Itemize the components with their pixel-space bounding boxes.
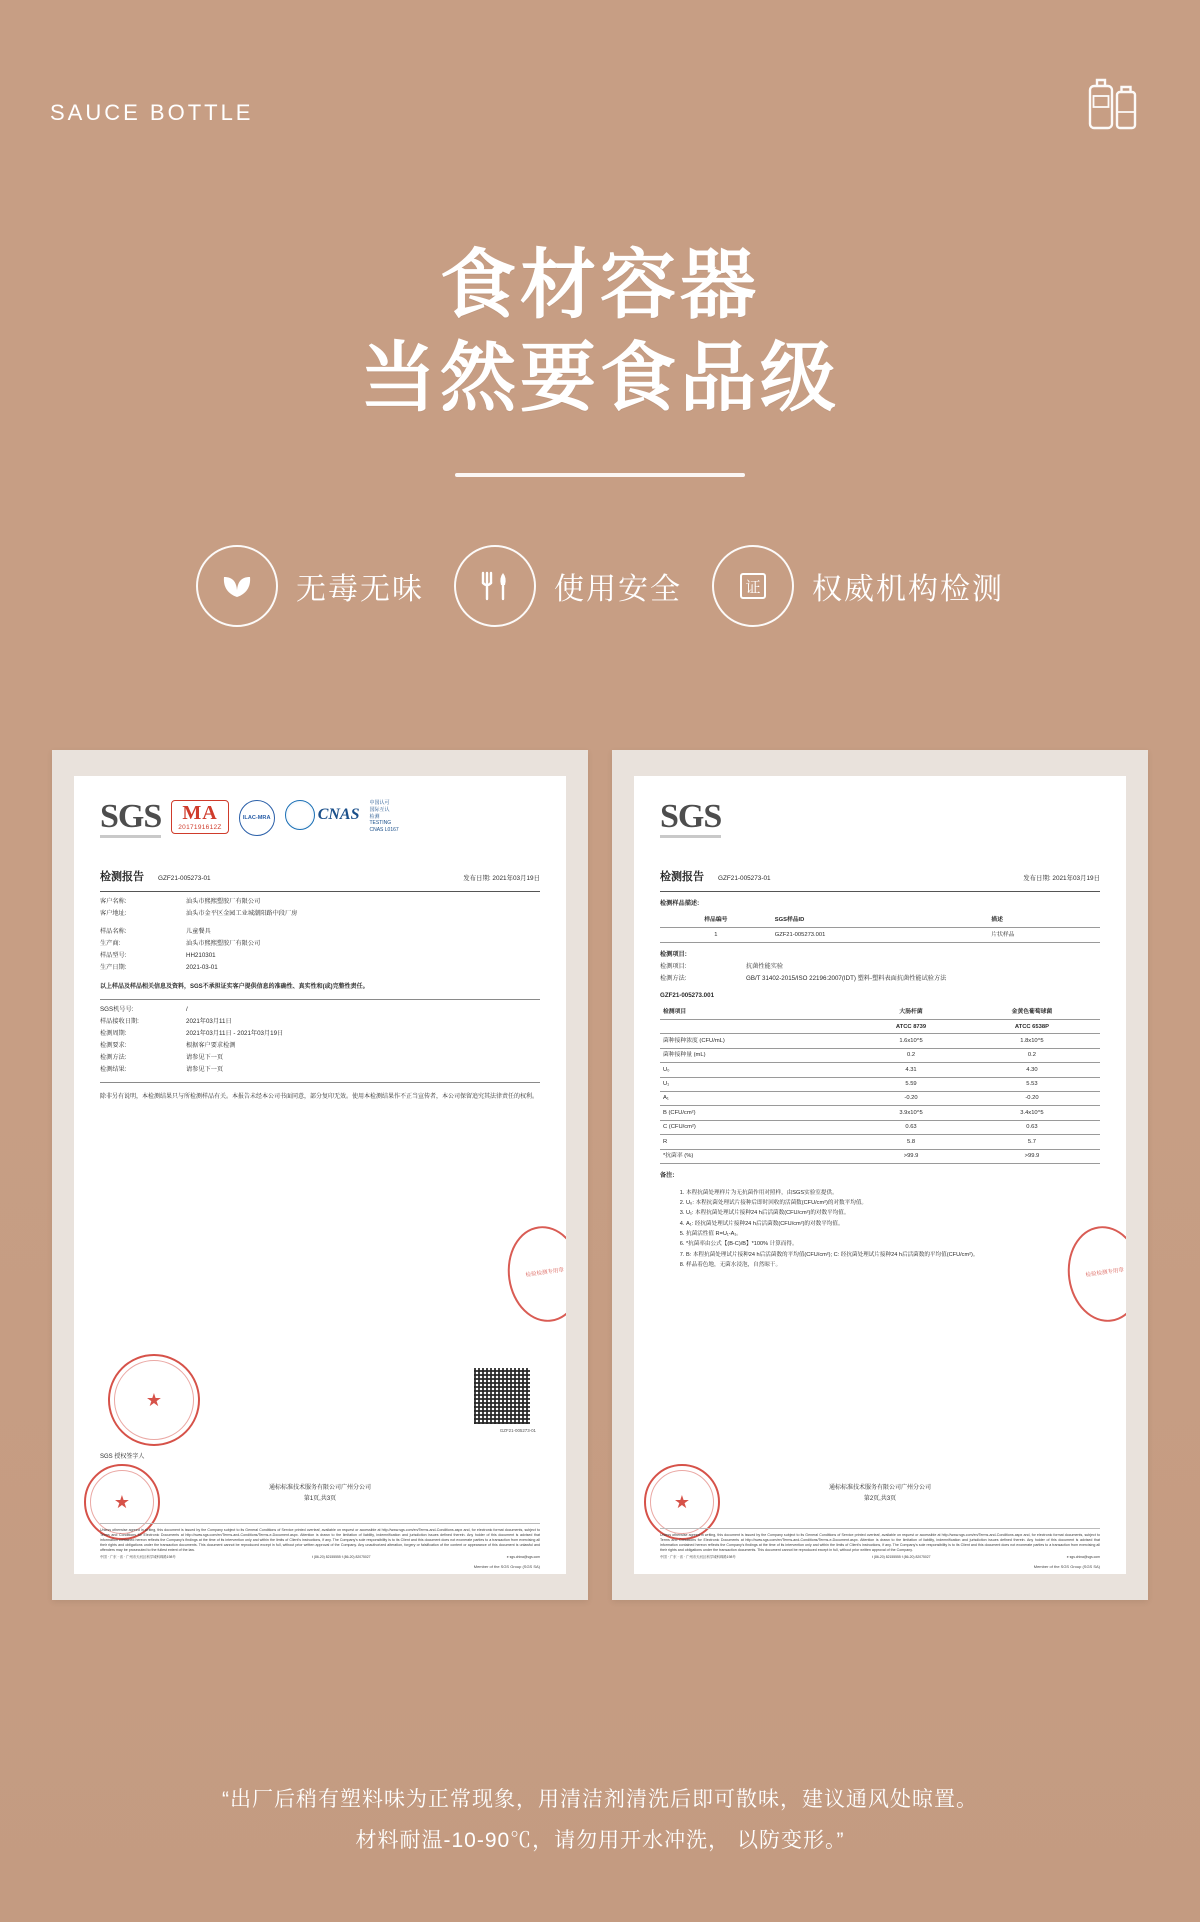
note-item: 7. B: 本程抗菌处理试片接种24 h后活菌数的平均值(CFU/cm²); C: 经抗菌处理试片接种24 h后活菌数的平均值(CFU/cm²)。 [686, 1251, 1100, 1261]
column-header: 金黄色葡萄球菌 [964, 1006, 1100, 1020]
certificate-title-row [660, 870, 1100, 892]
table-row [660, 1135, 1100, 1149]
notes-list [660, 1189, 1100, 1271]
cell: C (CFU/cm²) [660, 1120, 858, 1134]
field-key: 客户名称: [100, 897, 127, 905]
field-value: 汕头市金平区金园工业城潮阳路中段厂房 [186, 909, 298, 917]
certificate-card-1[interactable] [52, 750, 588, 1600]
certificate-seal-icon [730, 563, 776, 609]
certificate-logo-row [100, 800, 540, 856]
result-table [660, 1006, 1100, 1164]
certificate-declaration: 以上样品及样品相关信息及资料，SGS不承担证实客户提供信息的准确性、真实性和(或)完整性责任。 [100, 983, 369, 990]
ma-badge-text: MA [182, 802, 218, 824]
notes-label: 备注: [660, 1171, 675, 1179]
field-value: 2021-03-01 [186, 963, 218, 971]
fineprint-text: Unless otherwise agreed in writing, this document is issued by the Company subject to its General Conditions of Service printed overleaf, available on request or accessible at http://www.sgs.com/en/Terms-and-Conditions.aspx and, for electronic format documents, subject to Terms and Conditions for Electronic Documents at http://www.sgs.com/en/Terms-and-Conditions/Terms-e-Document.aspx. Attention is drawn to the limitation of liability, indemnification and jurisdiction issues defined therein. Any holder of this document is advised that information contained hereon reflects the Company's findings at the time of its intervention only and within the limits of Client's instructions, if any. The Company's sole responsibility is to its Client and this document does not exonerate parties to a transaction from exercising all their rights and obligations under the transaction documents. This document cannot be reproduced except in full, without prior written approval of the Company. Any unauthorized alteration, forgery or falsification of the content or appearance of this document is unlawful and offenders may be prosecuted to the fullest extent of the law. [100, 1528, 540, 1552]
column-subheader: ATCC 8739 [858, 1020, 964, 1034]
sgs-member-note: Member of the SGS Group (SGS SA) [1033, 1564, 1100, 1570]
red-seal-stamp-icon [108, 1354, 200, 1446]
cell: *抗菌率 (%) [660, 1149, 858, 1163]
certificate-issue-date: 发布日期: 2021年03月19日 [1023, 875, 1100, 882]
column-header: 大肠杆菌 [858, 1006, 964, 1020]
certificate-issue-date: 发布日期: 2021年03月19日 [463, 875, 540, 882]
seal-star-icon: ★ [113, 1492, 131, 1512]
cell: A₁ [660, 1091, 858, 1105]
field-key: SGS机号号: [100, 1006, 134, 1014]
hero-divider [455, 473, 745, 477]
table-row [660, 1106, 1100, 1120]
page-number: 第2页,共3页 [863, 1496, 897, 1503]
table-row [660, 1034, 1100, 1048]
column-subheader [660, 1020, 858, 1034]
feature-item-certified [712, 545, 1004, 627]
table-row [660, 1063, 1100, 1077]
hero-headline [0, 240, 1200, 477]
issuing-organization: 通标标准技术服务有限公司广州分公司 [828, 1484, 931, 1491]
cell: >99.9 [858, 1149, 964, 1163]
field-key: 检测方法: [100, 1054, 127, 1062]
sauce-bottle-icon [1082, 68, 1142, 130]
feature-list [0, 545, 1200, 627]
table-row [660, 928, 1100, 942]
note-item: 8. 样品着色地，无菌水浸泡，自然晾干。 [686, 1261, 1100, 1271]
field-value: 请参见下一页 [186, 1054, 224, 1062]
sample-table [660, 914, 1100, 943]
seal-star-icon: ★ [145, 1390, 163, 1410]
page-number: 第1页,共3页 [303, 1496, 337, 1503]
contact-address-row [100, 1555, 540, 1560]
table-row [660, 1149, 1100, 1163]
certificate-report-no: GZF21-005273-01 [158, 875, 211, 882]
legal-fineprint [660, 1528, 1100, 1560]
feature-icon-wrapper [454, 545, 536, 627]
seal-inner-ring [114, 1360, 194, 1440]
cell: >99.9 [964, 1149, 1100, 1163]
ma-badge-icon [171, 800, 228, 834]
note-item: 5. 抗菌活性值 R=U₁-A₁。 [686, 1230, 1100, 1240]
qr-caption: GZF21-005273-01 [499, 1427, 536, 1433]
side-seal-stamp-icon: 检验检测专用章 [1062, 1221, 1126, 1326]
cell: 4.31 [858, 1063, 964, 1077]
field-key: 检测项目: [660, 962, 687, 970]
care-line-2: 材料耐温-10-90℃，请勿用开水冲洗， 以防变形。” [355, 1829, 845, 1853]
cell: 5.7 [964, 1135, 1100, 1149]
feature-label: 无毒无味 [296, 573, 424, 606]
side-seal-stamp-icon: 检验检测专用章 [502, 1221, 566, 1326]
hero-line-2: 当然要食品级 [360, 335, 840, 421]
cell: 3.9x10^5 [858, 1106, 964, 1120]
field-value: 抗菌性能实验 [746, 962, 784, 970]
table-row [660, 1077, 1100, 1091]
table-header-row [660, 1006, 1100, 1020]
cell: -0.20 [964, 1091, 1100, 1105]
certificate-logo-row [660, 800, 1100, 856]
qr-code-icon[interactable] [474, 1368, 530, 1424]
issuing-organization: 通标标准技术服务有限公司广州分公司 [268, 1484, 371, 1491]
cell: U₁ [660, 1077, 858, 1091]
certificate-footer [660, 1484, 1100, 1504]
svg-text:证: 证 [745, 579, 761, 596]
cell: 0.2 [964, 1048, 1100, 1062]
field-value: 汕头市熙熙塑胶厂有限公司 [186, 939, 261, 947]
column-header: 描述 [988, 914, 1100, 928]
cnas-accreditation-text: 中国认可 国际互认 检测 TESTING CNAS L0167 [369, 800, 399, 833]
address-tel: t (86-20) 82155555 f (86-20) 82075027 [871, 1555, 931, 1560]
certificate-card-2[interactable] [612, 750, 1148, 1600]
certificate-title-row [100, 870, 540, 892]
fork-knife-icon [472, 563, 518, 609]
address-cn: 中国 · 广东 · 省 · 广州市天河区科学城科珠路198号 [100, 1555, 176, 1560]
table-subheader-row [660, 1020, 1100, 1034]
field-value: 儿童餐具 [186, 927, 211, 935]
legal-fineprint [100, 1523, 540, 1560]
sgs-logo: SGS [100, 800, 161, 838]
field-value: 请参见下一页 [186, 1066, 224, 1074]
field-key: 客户地址: [100, 909, 127, 917]
cell: 菌种接种浓度 (CFU/mL) [660, 1034, 858, 1048]
address-mail: e sgs.china@sgs.com [1066, 1555, 1100, 1560]
cell: U₀ [660, 1063, 858, 1077]
contact-address-row [660, 1555, 1100, 1560]
note-item: 3. U₁: 本程抗菌处理试片接种24 h后活菌数(CFU/cm²)的对数平均值。 [686, 1209, 1100, 1219]
field-key: 检测方法: [660, 974, 687, 982]
cnas-text: CNAS [317, 806, 360, 824]
table-header-row [660, 914, 1100, 928]
column-header: SGS样品ID [772, 914, 989, 928]
certificate-page-1 [74, 776, 566, 1574]
cnas-logo [285, 800, 360, 830]
feature-icon-wrapper [712, 545, 794, 627]
authorized-signatory: SGS 授权签字人 [100, 1454, 145, 1461]
certificate-footer [100, 1484, 540, 1504]
brand-label: SAUCE BOTTLE [50, 100, 254, 125]
cell: GZF21-005273.001 [772, 928, 989, 942]
field-value: HH210301 [186, 951, 216, 959]
field-key: 样品接收日期: [100, 1018, 139, 1026]
hero-line-1: 食材容器 [440, 243, 760, 328]
certificate-report-no: GZF21-005273-01 [718, 875, 771, 882]
cell: 4.30 [964, 1063, 1100, 1077]
certificate-title: 检测报告 [100, 871, 144, 883]
cell: 5.53 [964, 1077, 1100, 1091]
field-value: 2021年03月11日 [186, 1018, 232, 1026]
sample-info-block [100, 928, 540, 973]
field-key: 检测要求: [100, 1042, 127, 1050]
ilac-mra-icon: ILAC-MRA [239, 800, 275, 836]
cell: 5.59 [858, 1077, 964, 1091]
sample-section-label: 检测样品描述: [660, 899, 700, 907]
seal-star-icon: ★ [673, 1492, 691, 1512]
cell: 3.4x10^5 [964, 1106, 1100, 1120]
cnas-globe-icon [285, 800, 315, 830]
test-info-block [100, 1006, 540, 1075]
result-sample-code: GZF21-005273.001 [660, 991, 715, 999]
sgs-logo: SGS [660, 800, 721, 838]
cell: 1.8x10^5 [964, 1034, 1100, 1048]
cell: 0.2 [858, 1048, 964, 1062]
care-line-1: “出厂后稍有塑料味为正常现象，用清洁剂清洗后即可散味，建议通风处晾置。 [222, 1788, 978, 1812]
column-subheader: ATCC 6538P [964, 1020, 1100, 1034]
field-value: / [186, 1006, 188, 1014]
field-key: 检测结果: [100, 1066, 127, 1074]
table-row [660, 1091, 1100, 1105]
feature-label: 权威机构检测 [812, 573, 1004, 606]
address-tel: t (86-20) 82155555 f (86-20) 82075027 [311, 1555, 371, 1560]
field-key: 样品名称: [100, 927, 127, 935]
address-mail: e sgs.china@sgs.com [506, 1555, 540, 1560]
certificate-title: 检测报告 [660, 871, 704, 883]
certificate-footer-note: 除非另有说明，本检测结果只与所检测样品有关。本报告未经本公司书面同意，部分复印无效。使用本检测结果作不正当宣传者，本公司保留追究其法律责任的权利。 [100, 1094, 539, 1101]
feature-label: 使用安全 [554, 573, 682, 606]
note-item: 4. A₁: 经抗菌处理试片接种24 h后活菌数(CFU/cm²)的对数平均值。 [686, 1220, 1100, 1230]
divider [100, 999, 540, 1000]
care-instructions [0, 1780, 1200, 1862]
note-item: 2. U₀: 本程抗菌处理试片接种后即时回收的活菌数(CFU/cm²)的对数平均值。 [686, 1199, 1100, 1209]
table-row [660, 1120, 1100, 1134]
field-value: 汕头市熙熙塑胶厂有限公司 [186, 897, 261, 905]
field-value: 根据客户要求检测 [186, 1042, 236, 1050]
cell: 菌种接种量 (mL) [660, 1048, 858, 1062]
cell: R [660, 1135, 858, 1149]
ma-badge-number: 2017191612Z [178, 824, 222, 831]
sgs-member-note: Member of the SGS Group (SGS SA) [473, 1564, 540, 1570]
feature-item-nontoxic [196, 545, 424, 627]
cell: -0.20 [858, 1091, 964, 1105]
address-cn: 中国 · 广东 · 省 · 广州市天河区科学城科珠路198号 [660, 1555, 736, 1560]
fineprint-text: Unless otherwise agreed in writing, this document is issued by the Company subject to its General Conditions of Service printed overleaf, available on request or accessible at http://www.sgs.com/en/Terms-and-Conditions.aspx and, for electronic format documents, subject to Terms and Conditions for Electronic Documents at http://www.sgs.com/en/Terms-and-Conditions/Terms-e-Document.aspx. Attention is drawn to the limitation of liability, indemnification and jurisdiction issues defined therein. Any holder of this document is advised that information contained hereon reflects the Company's findings at the time of its intervention only and within the limits of Client's instructions, if any. The Company's sole responsibility is to its Client and this document does not exonerate parties to a transaction from exercising all their rights and obligations under the transaction documents. This document cannot be reproduced except in full, without prior written approval of the Company. [660, 1533, 1100, 1552]
field-key: 生产商: [100, 939, 121, 947]
certificate-gallery [0, 750, 1200, 1600]
cell: 1.6x10^5 [858, 1034, 964, 1048]
leaf-icon [214, 563, 260, 609]
field-value: 2021年03月11日 - 2021年03月19日 [186, 1030, 284, 1038]
feature-icon-wrapper [196, 545, 278, 627]
field-key: 检测周期: [100, 1030, 127, 1038]
field-key: 生产日期: [100, 963, 127, 971]
client-info-block [100, 898, 540, 919]
note-item: 6. *抗菌率由公式【(B-C)/B】*100% 计算而得。 [686, 1240, 1100, 1250]
divider [100, 1082, 540, 1083]
cell: B (CFU/cm²) [660, 1106, 858, 1120]
test-section-label: 检测项目: [660, 950, 687, 958]
cell: 1 [660, 928, 772, 942]
table-row [660, 1048, 1100, 1062]
note-item: 1. 本程抗菌处理样片为无抗菌作用对照样，由SGS实验室提供。 [686, 1189, 1100, 1199]
cell: 0.63 [858, 1120, 964, 1134]
field-key: 样品型号: [100, 951, 127, 959]
column-header: 检测项目 [660, 1006, 858, 1020]
feature-item-safe [454, 545, 682, 627]
cell: 片状样品 [988, 928, 1100, 942]
certificate-page-2 [634, 776, 1126, 1574]
cell: 0.63 [964, 1120, 1100, 1134]
cell: 5.8 [858, 1135, 964, 1149]
column-header: 样品编号 [660, 914, 772, 928]
field-value: GB/T 31402-2015/ISO 22196:2007(IDT) 塑料-塑料表面抗菌性能试验方法 [746, 974, 947, 982]
